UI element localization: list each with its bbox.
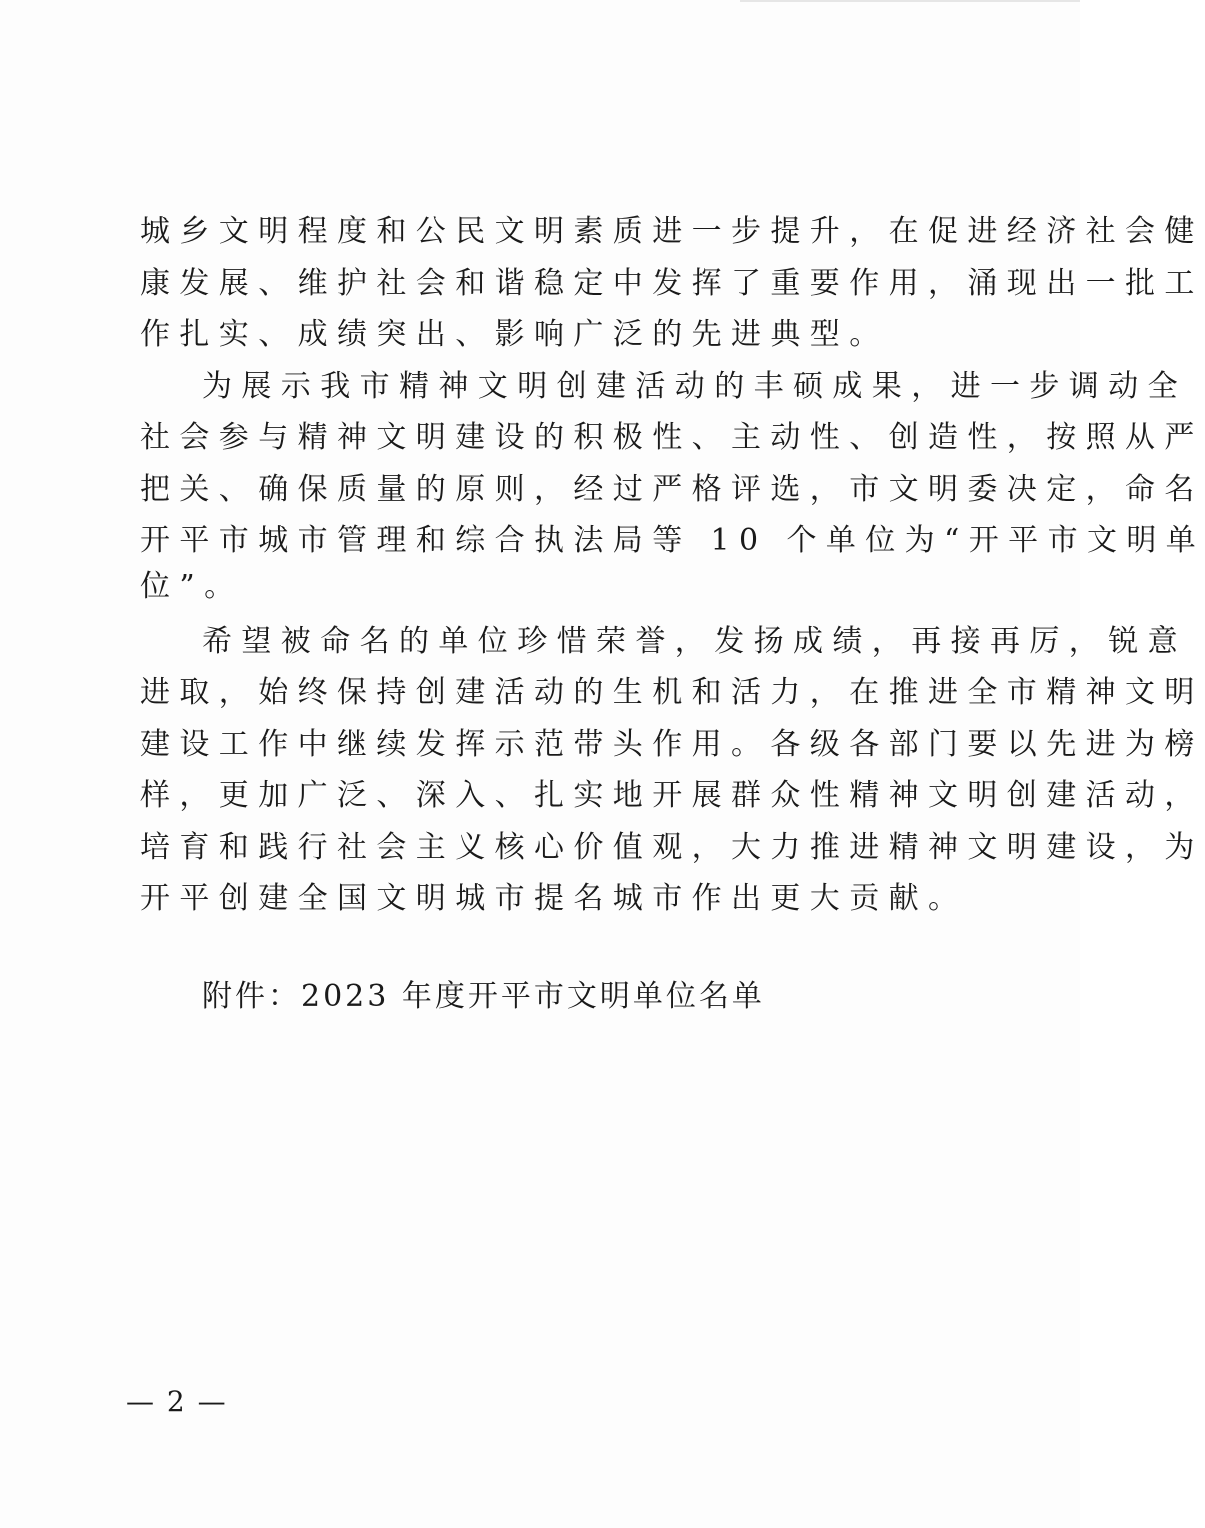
paragraph-line: 建设工作中继续发挥示范带头作用。各级各部门要以先进为榜 [140,727,1204,762]
paragraph-line: 作扎实、成绩突出、影响广泛的先进典型。 [140,317,889,352]
paragraph-line: 城乡文明程度和公民文明素质进一步提升，在促进经济社会健 [140,214,1204,249]
paragraph-line: 进取，始终保持创建活动的生机和活力，在推进全市精神文明 [140,675,1204,710]
paragraph-line: 培育和践行社会主义核心价值观，大力推进精神文明建设，为 [140,830,1204,865]
attachment-line: 附件：2023 年度开平市文明单位名单 [202,979,765,1014]
paragraph-line: 开平市城市管理和综合执法局等 10 个单位为“开平市文明单 [140,523,1205,558]
paragraph-line: 社会参与精神文明建设的积极性、主动性、创造性，按照从严 [140,420,1204,455]
paragraph-line: 康发展、维护社会和谐稳定中发挥了重要作用，涌现出一批工 [140,266,1204,301]
paragraph-line: 开平创建全国文明城市提名城市作出更大贡献。 [140,881,968,916]
paragraph-line: 希望被命名的单位珍惜荣誉，发扬成绩，再接再厉，锐意 [202,624,1187,659]
paragraph-line: 为展示我市精神文明创建活动的丰硕成果，进一步调动全 [202,369,1187,404]
paragraph-line: 把关、确保质量的原则，经过严格评选，市文明委决定，命名 [140,472,1204,507]
paragraph-line: 样，更加广泛、深入、扎实地开展群众性精神文明创建活动， [140,778,1204,813]
paragraph-line: 位”。 [140,569,244,604]
page-number: — 2 — [126,1385,228,1418]
scan-edge [740,0,1080,2]
